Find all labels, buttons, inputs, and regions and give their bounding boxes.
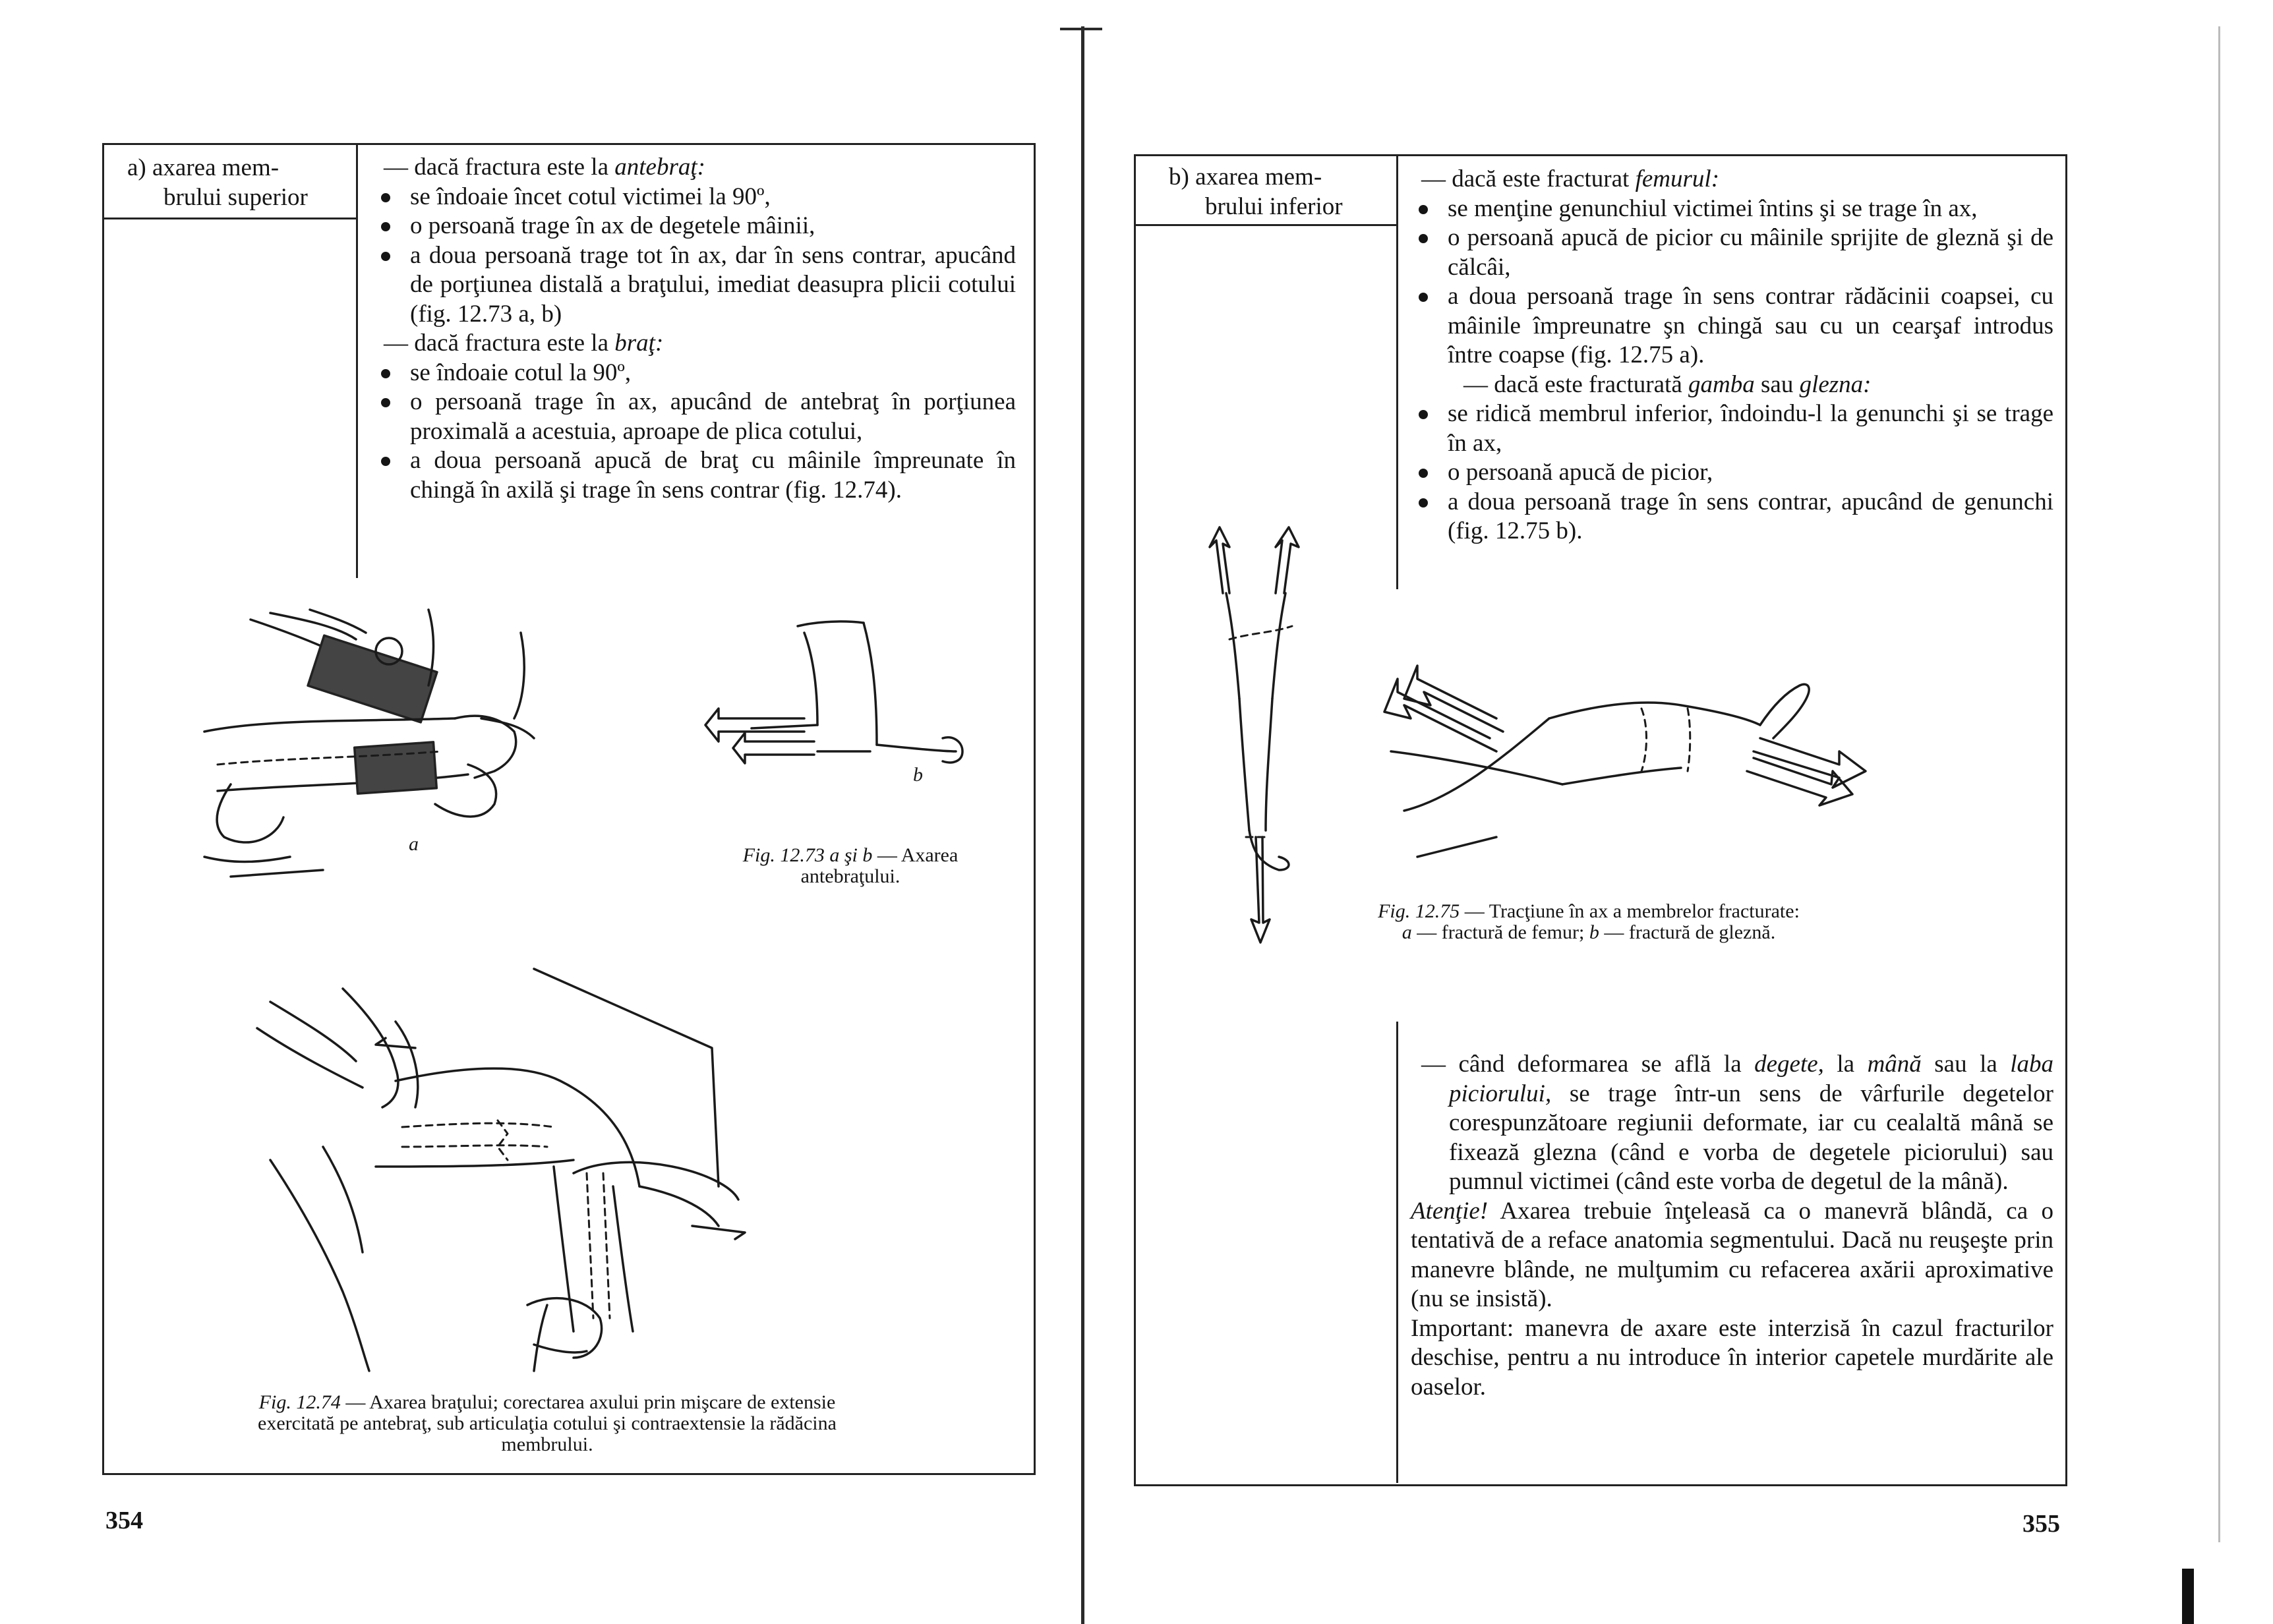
figure-12-73b-arm-schematic xyxy=(699,620,976,791)
text: când deformarea se află la xyxy=(1458,1051,1755,1078)
arrow-up-right-icon xyxy=(1276,527,1299,593)
book-spine xyxy=(1081,26,1084,1624)
caption-a-text: — fractură de femur; xyxy=(1411,921,1589,943)
text: Important: manevra de axare este interzisă în cazul fracturilor deschise, pentru a nu introduce în interior capetele murdărite ale oaselor. xyxy=(1411,1314,2053,1401)
scan-edge-mark xyxy=(2218,26,2220,1542)
text: dacă fractura este la xyxy=(414,330,615,357)
arrow-up-left-icon xyxy=(1210,527,1229,593)
bullet-item xyxy=(1411,194,2053,224)
bandage-roll xyxy=(308,635,437,722)
lower-limb-instructions xyxy=(1411,165,2053,546)
bullet-item xyxy=(373,183,1016,212)
bullet-icon xyxy=(381,457,390,466)
bullet-item xyxy=(1411,223,2053,282)
caption-fig-12-73 xyxy=(719,845,982,887)
thigh-outline xyxy=(1391,751,1562,784)
section-label-lower-limb xyxy=(1169,162,1393,221)
caption-figure-number: Fig. 12.75 xyxy=(1378,900,1460,922)
bullet-icon xyxy=(381,193,390,202)
column-divider-left xyxy=(356,143,358,578)
bullet-icon xyxy=(1419,498,1428,508)
caption-figure-number: Fig. 12.73 a şi b xyxy=(742,844,873,866)
bullet-item xyxy=(1411,282,2053,370)
caption-b-text: — fractură de gleznă. xyxy=(1599,921,1776,943)
emph-atentie: Atenţie! xyxy=(1411,1197,1489,1225)
emph-antebrat: antebraţ: xyxy=(614,154,705,181)
torso-outline xyxy=(270,1160,369,1371)
bullet-text: a doua persoană apucă de braţ cu mâinile împreunate în chingă în axilă şi trage în sens contrar (fig. 12.74). xyxy=(410,447,1016,504)
figure-12-73a-forearm-traction xyxy=(191,606,613,896)
bullet-icon xyxy=(1419,293,1428,302)
page-number-left: 354 xyxy=(105,1507,143,1534)
figure-label-b: b xyxy=(913,764,923,786)
emph-gamba: gamba xyxy=(1688,370,1755,398)
caption-b-label: b xyxy=(1589,921,1599,943)
bullet-icon xyxy=(1419,234,1428,243)
column-divider-right-lower xyxy=(1396,1022,1398,1483)
bullet-item xyxy=(373,446,1016,505)
upper-limb-instructions xyxy=(373,153,1016,505)
paragraph-femur-intro xyxy=(1411,165,2053,194)
thigh-outline xyxy=(1226,593,1239,699)
upper-arm-outline xyxy=(798,622,864,626)
section-label-line1: b) axarea mem- xyxy=(1169,163,1322,190)
text: se trage într-un sens de vârfurile degetelor corespunzătoare regiunii deformate, iar cu cealaltă mână se fixează glezna (când e vorba de degetele piciorului) sau pumnul victimei (când este vorba de degetul de la mână). xyxy=(1449,1080,2053,1195)
bullet-icon xyxy=(1419,205,1428,214)
emph-laba-piciorului: laba piciorului, xyxy=(1449,1051,2054,1107)
bullet-text: se menţine genunchiul victimei întins şi se trage în ax, xyxy=(1448,194,1978,222)
paragraph-atentie xyxy=(1411,1197,2053,1314)
emph-femurul: femurul: xyxy=(1635,165,1720,192)
bullet-text: se ridică membrul inferior, îndoindu-l la genunchi şi se trage în ax, xyxy=(1448,400,2053,457)
upper-arm xyxy=(396,1068,639,1186)
bullet-text: o persoană trage în ax de degetele mâinii, xyxy=(410,212,815,239)
section-label-upper-limb xyxy=(127,153,351,212)
paragraph-digits xyxy=(1411,1050,2053,1197)
page-number-right: 355 xyxy=(2022,1510,2060,1538)
bandage-wrap xyxy=(355,742,437,794)
emph-mana: mână xyxy=(1867,1051,1922,1078)
bullet-item xyxy=(373,388,1016,446)
figure-12-75b-ankle-traction xyxy=(1378,652,1879,877)
bullet-icon xyxy=(381,398,390,407)
bullet-text: se îndoaie încet cotul victimei la 90º, xyxy=(410,183,771,210)
bullet-icon xyxy=(381,369,390,378)
caption-fig-12-74 xyxy=(244,1392,850,1455)
label-underline-left xyxy=(102,218,356,219)
calf-outline xyxy=(1549,703,1760,725)
text: sau la xyxy=(1921,1051,2011,1078)
figure-label-a: a xyxy=(409,833,419,855)
bullet-icon xyxy=(1419,410,1428,419)
hand-right-grip xyxy=(574,1162,738,1200)
caption-figure-number: Fig. 12.74 xyxy=(258,1391,341,1413)
caption-fig-12-75 xyxy=(1371,901,1806,943)
forearm-outline xyxy=(752,725,817,728)
text: Axarea trebuie înţeleasă ca o manevră blândă, ca o tentativă de a reface anatomia segmentului. Dacă nu reuşeşte prin manevre blânde, ne mulţumim cu refacerea axării aproximative (nu se insistă). xyxy=(1411,1197,2053,1312)
figure-12-75a-femur-traction xyxy=(1200,527,1318,942)
foot-outline xyxy=(1760,684,1809,738)
section-label-line2: brului superior xyxy=(163,184,308,211)
bullet-item xyxy=(373,359,1016,388)
hand-left-top xyxy=(257,1028,363,1088)
emph-degete: degete, xyxy=(1754,1051,1824,1078)
bullet-item xyxy=(373,212,1016,241)
arrow-traction-left-icon xyxy=(705,709,804,741)
paragraph-arm-intro xyxy=(373,329,1016,359)
bullet-item xyxy=(1411,488,2053,546)
forearm xyxy=(554,1167,574,1331)
text: dacă este fracturat xyxy=(1452,165,1636,192)
bullet-icon xyxy=(1419,469,1428,478)
caption-a-label: a xyxy=(1402,921,1412,943)
bullet-item xyxy=(1411,399,2053,458)
calf-outline xyxy=(1239,699,1249,830)
bullet-item xyxy=(373,241,1016,330)
emph-brat: braţ: xyxy=(614,330,664,357)
hand-right-grip xyxy=(455,716,516,778)
arrow-right-small-icon xyxy=(692,1226,745,1239)
bullet-icon xyxy=(381,222,390,231)
forearm-upper xyxy=(204,718,455,732)
text: sau xyxy=(1754,370,1800,398)
bullet-text: se îndoaie cotul la 90º, xyxy=(410,359,632,386)
arrow-down-icon xyxy=(1251,837,1270,942)
arrow-upper-left-icon xyxy=(1404,666,1503,732)
section-label-line1: a) axarea mem- xyxy=(127,154,280,181)
text: dacă este fracturată xyxy=(1494,370,1689,398)
bullet-icon xyxy=(381,252,390,261)
bullet-item xyxy=(1411,458,2053,488)
diagonal-arrow-icon xyxy=(534,969,719,1186)
bullet-text: a doua persoană trage tot în ax, dar în sens contrar, apucând de porţiunea distală a braţului, imediat deasupra plicii cotului (fig. 12.73 a, b) xyxy=(410,241,1016,328)
bone-fracture-zigzag xyxy=(498,1120,508,1160)
caption-text: — Axarea braţului; corectarea axului prin mişcare de extensie exercitată pe antebraţ, sub articulaţia cotului şi contraextensie la rădăcina membrului. xyxy=(258,1391,837,1455)
hand-bottom-left xyxy=(217,784,283,842)
figure-12-74-arm-traction xyxy=(244,949,784,1371)
text: dacă fractura este la xyxy=(414,154,615,181)
column-divider-right xyxy=(1396,154,1398,589)
scan-edge-mark xyxy=(2182,1569,2194,1624)
paragraph-forearm-intro xyxy=(373,153,1016,183)
bullet-text: o persoană apucă de picior cu mâinile sprijite de gleznă şi de călcâi, xyxy=(1448,224,2053,281)
left-page xyxy=(0,0,1081,1624)
paragraph-leg-intro xyxy=(1411,370,2053,400)
bullet-text: a doua persoană trage în sens contrar rădăcinii coapsei, cu mâinile împreunatre şn chingă sau cu un cearşaf introdus între coapse (fig. 12.75 a). xyxy=(1448,283,2053,368)
arrow-traction-left-2-icon xyxy=(733,733,814,763)
label-underline-right xyxy=(1134,224,1396,226)
digits-deformation-block xyxy=(1411,1050,2053,1402)
bullet-text: o persoană apucă de picior, xyxy=(1448,459,1713,486)
paragraph-important xyxy=(1411,1314,2053,1403)
hand-bottom-grip xyxy=(527,1298,602,1358)
caption-text: — Tracţiune în ax a membrelor fracturate: xyxy=(1460,900,1800,922)
text: la xyxy=(1823,1051,1868,1078)
caption-text: — Axarea antebraţului. xyxy=(800,844,959,887)
emph-glezna: glezna: xyxy=(1799,370,1872,398)
bullet-text: o persoană trage în ax, apucând de antebraţ în porţiunea proximală a acestuia, aproape de plica cotului, xyxy=(410,388,1016,445)
section-label-line2: brului inferior xyxy=(1205,193,1343,220)
bullet-text: a doua persoană trage în sens contrar, apucând de genunchi (fig. 12.75 b). xyxy=(1448,488,2053,544)
